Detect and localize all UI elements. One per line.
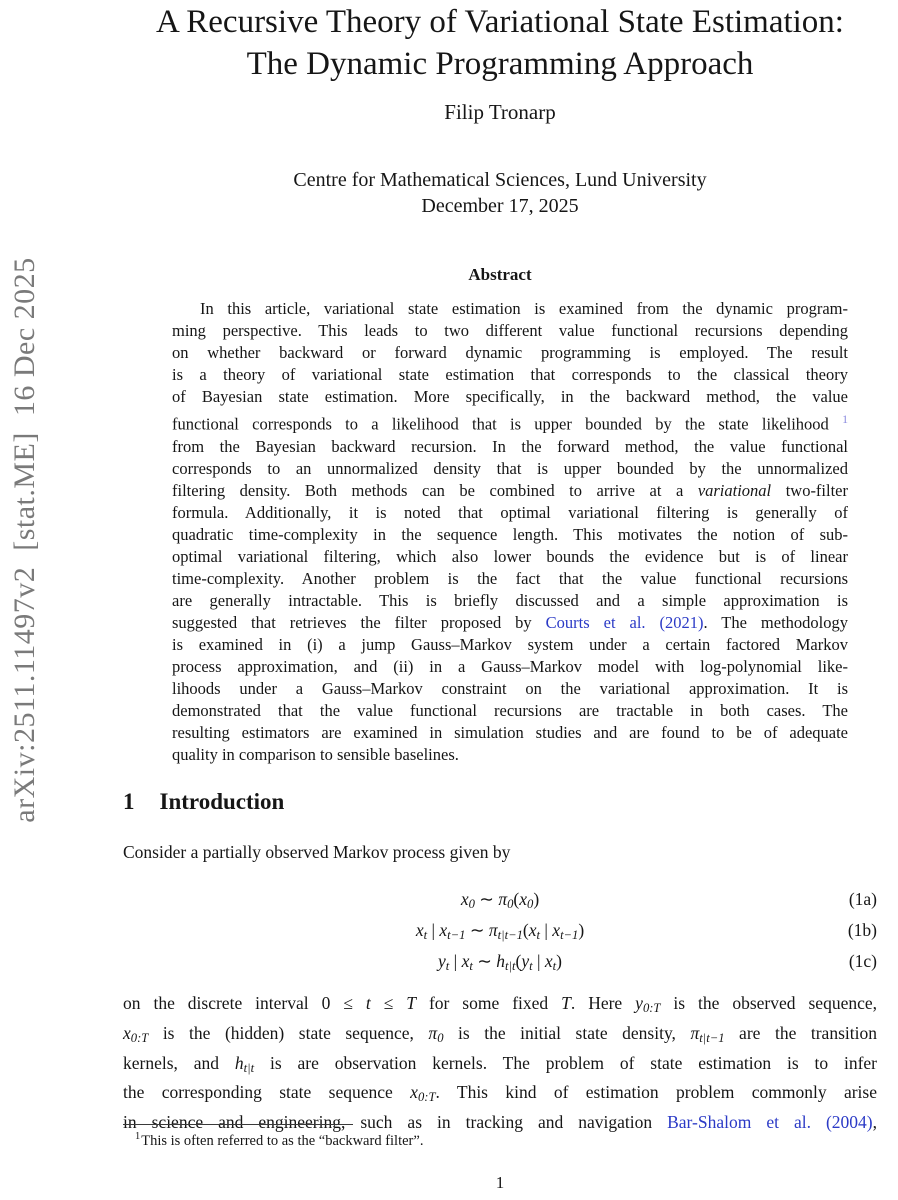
abstract-text xyxy=(172,298,848,766)
text-segment: x xyxy=(415,920,424,940)
text-segment: are the transition xyxy=(724,1022,877,1043)
text-line: corresponds to an unnormalized density that is upper bounded by the unnormalized xyxy=(172,458,848,478)
text-line xyxy=(172,408,848,436)
text-line: is examined in (i) a jump Gauss–Markov system under a certain factored Markov xyxy=(172,634,848,654)
text-line: of Bayesian state estimation. More specifically, in the backward method, the value xyxy=(172,387,848,406)
text-segment: | xyxy=(427,920,440,940)
text-segment: ∼ xyxy=(472,951,497,971)
text-segment: 0 xyxy=(468,896,475,911)
text-segment: 0:T xyxy=(417,1090,436,1105)
text-line: lihoods under a Gauss–Markov constraint on the variational approximation. It is xyxy=(172,678,848,698)
text-segment: ) xyxy=(533,889,540,909)
text-segment: functional corresponds to a likelihood that is upper bounded by the state likelihood xyxy=(172,414,843,434)
text-line xyxy=(123,991,877,1021)
paper-date: December 17, 2025 xyxy=(421,195,579,217)
text-segment: ∼ xyxy=(465,920,489,940)
text-segment: T xyxy=(561,993,571,1013)
text-segment: x xyxy=(544,951,553,971)
section-title: Introduction xyxy=(159,789,285,814)
text-segment: 0 xyxy=(527,896,534,911)
paper-title-line2: The Dynamic Programming Approach xyxy=(246,46,754,82)
text-segment: for some fixed xyxy=(415,993,562,1013)
text-segment: x xyxy=(519,889,528,909)
footnote-marker: 1 xyxy=(135,1131,141,1142)
text-segment: on the discrete interval 0 ≤ xyxy=(123,993,366,1013)
text-line xyxy=(172,480,848,502)
text-segment: . Here xyxy=(570,993,636,1013)
text-segment: t xyxy=(552,958,557,973)
section-number: 1 xyxy=(123,789,135,814)
text-segment: t xyxy=(536,927,541,942)
text-line: on whether backward or forward dynamic programming is employed. The result xyxy=(172,343,848,362)
text-segment: t xyxy=(445,958,450,973)
text-segment: . This kind of estimation problem commonly arise xyxy=(435,1082,877,1103)
text-line: resulting estimators are examined in simulation studies and are found to be of adequate xyxy=(172,722,848,742)
text-line: from the Bayesian backward recursion. In the forward method, the value functional xyxy=(172,436,848,456)
text-segment: π xyxy=(690,1022,700,1043)
text-segment: π xyxy=(498,889,508,909)
text-segment: 0:T xyxy=(642,1000,661,1015)
text-segment: ( xyxy=(515,951,522,971)
text-segment: is the initial state density, xyxy=(443,1022,691,1043)
equation-body xyxy=(461,889,539,909)
text-segment: ( xyxy=(522,920,529,940)
text-segment: | xyxy=(540,920,553,940)
text-line: quadratic time-complexity in the sequence length. This motivates the notion of sub- xyxy=(172,524,848,544)
text-segment: π xyxy=(488,920,498,940)
text-segment: π xyxy=(428,1022,438,1043)
text-segment: t−1 xyxy=(560,927,579,942)
equation-body xyxy=(416,920,584,940)
text-segment: kernels, and xyxy=(123,1052,235,1073)
text-line: quality in comparison to sensible baselines. xyxy=(172,744,459,764)
text-segment: y xyxy=(521,951,530,971)
text-segment: x xyxy=(439,920,448,940)
text-segment: y xyxy=(635,993,643,1013)
paper-title-line1: A Recursive Theory of Variational State Estimation: xyxy=(156,4,844,40)
equation-row xyxy=(123,884,877,915)
text-segment: t|t−1 xyxy=(497,927,523,942)
affiliation-block xyxy=(123,167,877,219)
paper-title xyxy=(123,1,877,85)
footnote-ref-link[interactable]: 1 xyxy=(842,412,848,426)
text-segment: t|t−1 xyxy=(699,1030,725,1045)
introduction-lead-paragraph: Consider a partially observed Markov process given by xyxy=(123,842,511,862)
text-segment: in science and engineering, such as in tracking and navigation xyxy=(123,1112,668,1133)
text-line: In this article, variational state estimation is examined from the dynamic program- xyxy=(200,299,848,318)
text-segment: is the (hidden) state sequence, xyxy=(148,1022,429,1043)
equation-tag: (1b) xyxy=(847,920,877,940)
citation-link[interactable]: Courts et al. (2021) xyxy=(545,612,704,632)
text-segment: y xyxy=(438,951,446,971)
footnote xyxy=(123,1131,877,1150)
text-segment: | xyxy=(449,951,462,971)
equation-row xyxy=(123,946,877,977)
text-segment: t xyxy=(423,927,428,942)
text-segment: is the observed sequence, xyxy=(660,993,877,1013)
text-segment: is are observation kernels. The problem of state estimation is to infer xyxy=(254,1052,877,1073)
text-segment: the corresponding state sequence xyxy=(123,1082,411,1103)
text-segment: t xyxy=(365,993,371,1013)
text-segment: t|t xyxy=(243,1060,255,1075)
page-number: 1 xyxy=(495,1173,505,1192)
text-segment: suggested that retrieves the filter proposed by xyxy=(172,612,546,632)
text-segment: ) xyxy=(556,951,562,971)
text-line: are generally intractable. This is briefly discussed and a simple approximation is xyxy=(172,590,848,610)
text-segment: t xyxy=(529,958,533,973)
text-segment: T xyxy=(406,993,416,1013)
text-segment: x xyxy=(410,1082,418,1103)
text-segment: two-filter xyxy=(771,480,848,500)
text-line: process approximation, and (ii) in a Gauss–Markov model with log-polynomial like- xyxy=(172,656,848,676)
text-line: is a theory of variational state estimation that corresponds to the classical theory xyxy=(172,365,848,384)
section-heading-introduction xyxy=(123,789,877,815)
citation-link[interactable]: Bar-Shalom et al. (2004) xyxy=(667,1112,873,1133)
text-segment: x xyxy=(460,889,469,909)
text-line xyxy=(123,1080,877,1110)
text-segment: ( xyxy=(513,889,520,909)
text-segment: variational xyxy=(697,480,772,500)
body-paragraph xyxy=(123,991,877,1135)
footnote-rule xyxy=(123,1124,353,1125)
text-line: demonstrated that the value functional recursions are tractable in both cases. The xyxy=(172,700,848,720)
text-segment: t|t xyxy=(505,958,516,973)
text-segment: 0 xyxy=(437,1030,444,1045)
text-line xyxy=(123,1021,877,1051)
equation-block xyxy=(123,884,877,977)
text-segment: x xyxy=(528,920,537,940)
author-name: Filip Tronarp xyxy=(444,100,556,124)
affiliation: Centre for Mathematical Sciences, Lund University xyxy=(293,169,707,191)
text-segment: x xyxy=(461,951,470,971)
text-segment: t−1 xyxy=(447,927,466,942)
text-segment: , xyxy=(872,1112,877,1133)
footnote-text: This is often referred to as the “backward filter”. xyxy=(141,1132,424,1149)
text-segment: | xyxy=(532,951,545,971)
text-line: optimal variational filtering, which also lower bounds the evidence but is of linear xyxy=(172,546,848,566)
equation-row xyxy=(123,915,877,946)
text-line xyxy=(123,1051,877,1081)
text-segment: ≤ xyxy=(370,993,407,1013)
text-segment: ∼ xyxy=(474,889,499,909)
text-line: formula. Additionally, it is noted that optimal variational filtering is generally of xyxy=(172,502,848,522)
text-segment: h xyxy=(234,1052,244,1073)
text-segment: filtering density. Both methods can be combined to arrive at a xyxy=(172,480,698,500)
arxiv-stamp: arXiv:2511.11497v2 [stat.ME] 16 Dec 2025 xyxy=(8,257,41,823)
text-segment: t xyxy=(469,958,473,973)
text-line: time-complexity. Another problem is the fact that the value functional recursions xyxy=(172,568,848,588)
equation-tag: (1a) xyxy=(848,889,877,909)
text-segment: 0:T xyxy=(130,1030,149,1045)
abstract-heading: Abstract xyxy=(468,265,532,284)
text-segment: 0 xyxy=(507,896,514,911)
text-line: ming perspective. This leads to two different value functional recursions depending xyxy=(172,321,848,340)
equation-tag: (1c) xyxy=(848,951,877,971)
text-segment: ) xyxy=(578,920,585,940)
equation-body xyxy=(438,951,562,971)
text-segment: h xyxy=(496,951,506,971)
text-line xyxy=(172,612,848,634)
text-segment: x xyxy=(552,920,561,940)
text-segment: x xyxy=(123,1022,131,1043)
text-segment: . The methodology xyxy=(703,612,849,632)
